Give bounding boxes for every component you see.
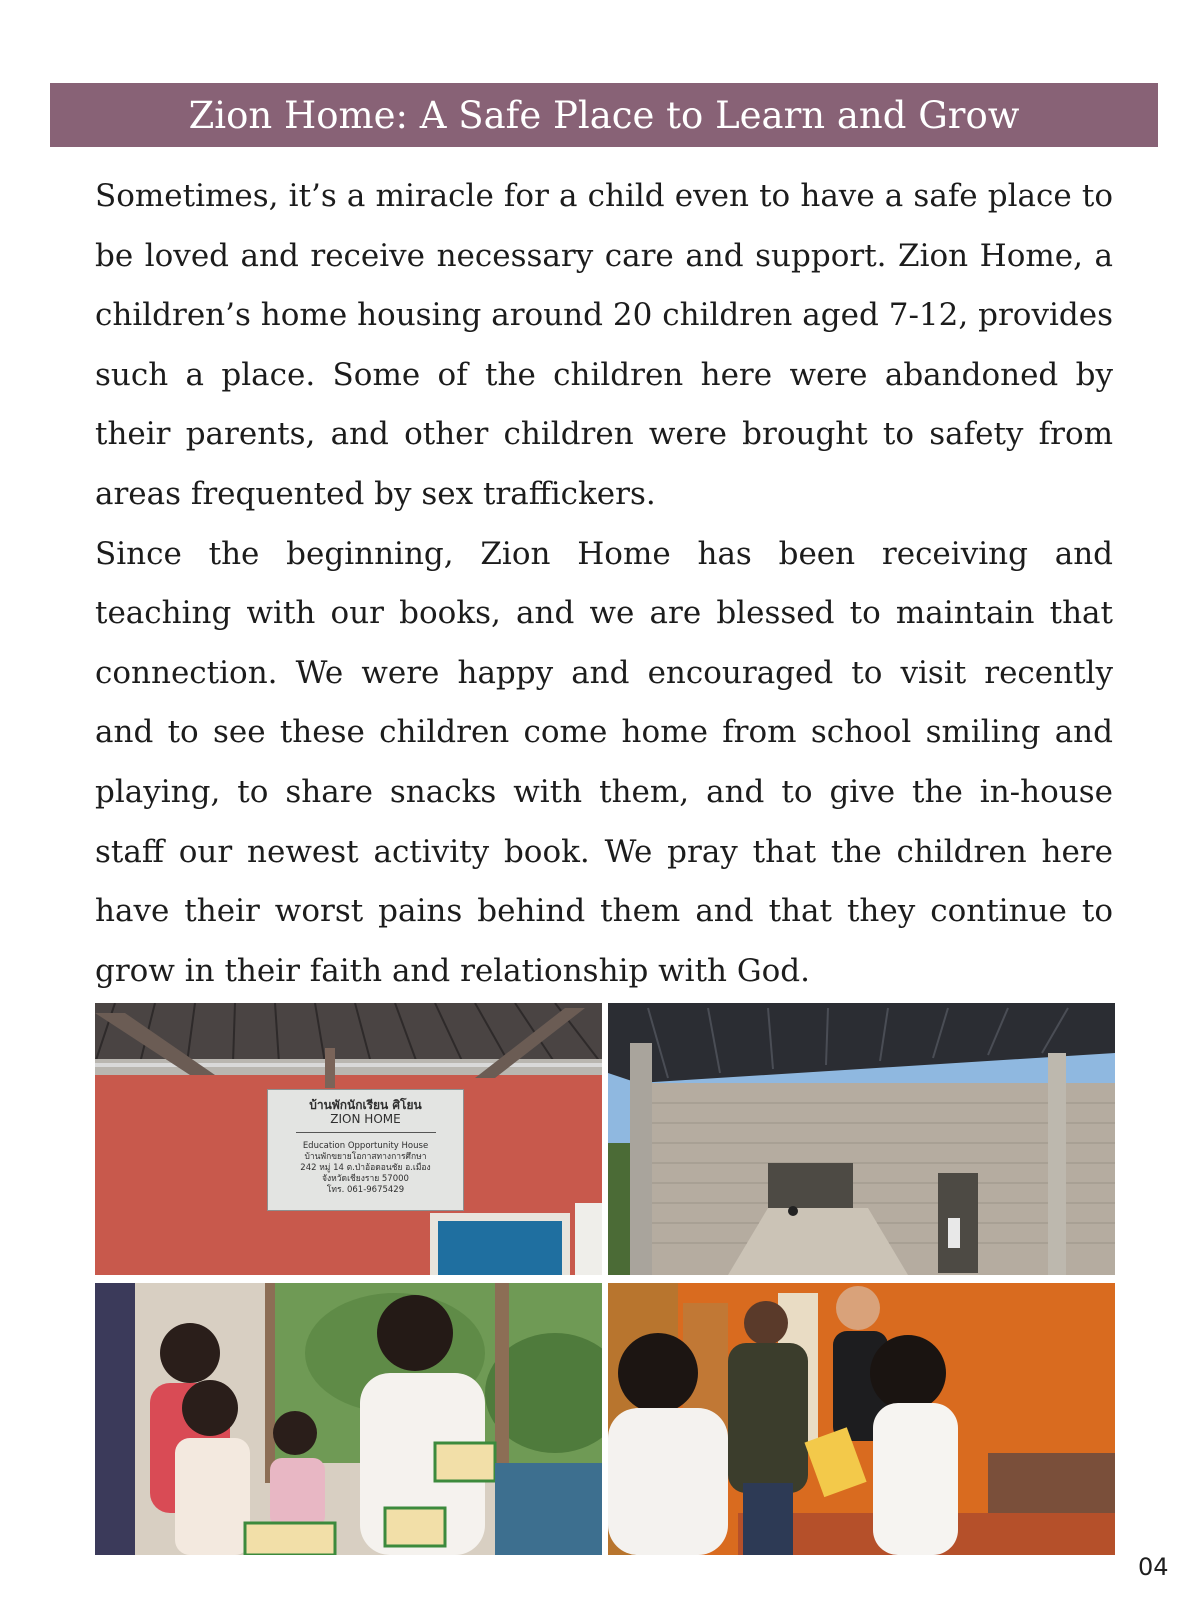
snacks-photo-illustration	[95, 1283, 602, 1555]
sign-english-name: ZION HOME	[330, 1112, 401, 1126]
paragraph-1: Sometimes, it’s a miracle for a child even to have a safe place to be loved and receive necessary care and support. Zion Home, a children’s home housing around 20 children aged 7-12, provides such a place. Some of the children here were abandoned by their parents, and other children were brought to safety from areas frequented by sex traffickers.	[95, 178, 1113, 512]
sign-divider	[296, 1132, 436, 1133]
meeting-photo-illustration	[608, 1283, 1115, 1555]
article-body	[95, 167, 1113, 1001]
photo-zion-home-sign	[95, 1003, 602, 1275]
page-number: 04	[1138, 1553, 1169, 1581]
photo-meeting-staff	[608, 1283, 1115, 1555]
sign-address-1: 242 หมู่ 14 ต.ป่าอ้อดอนชัย อ.เมือง	[300, 1163, 431, 1173]
title-banner	[50, 83, 1158, 147]
page-title: Zion Home: A Safe Place to Learn and Grow	[188, 93, 1020, 137]
sign-subtitle: Education Opportunity House	[302, 1141, 429, 1151]
building-photo-illustration	[608, 1003, 1115, 1275]
paragraph-2: Since the beginning, Zion Home has been receiving and teaching with our books, and we are blessed to maintain that connection. We were happy and encouraged to visit recently and to see these children come home from school smiling and playing, to share snacks with them, and to give the in-house staff our newest activity book. We pray that the children here have their worst pains behind them and that they continue to grow in their faith and relationship with God.	[95, 535, 1113, 989]
zion-home-sign	[267, 1089, 464, 1211]
sign-phone: โทร. 061-9675429	[326, 1185, 405, 1195]
photo-sharing-snacks	[95, 1283, 602, 1555]
sign-address-2: จังหวัดเชียงราย 57000	[322, 1174, 409, 1184]
sign-thai-name: บ้านพักนักเรียน ศิโยน	[309, 1098, 422, 1112]
photo-building-construction	[608, 1003, 1115, 1275]
sign-thai-subtitle: บ้านพักขยายโอกาสทางการศึกษา	[304, 1152, 427, 1162]
